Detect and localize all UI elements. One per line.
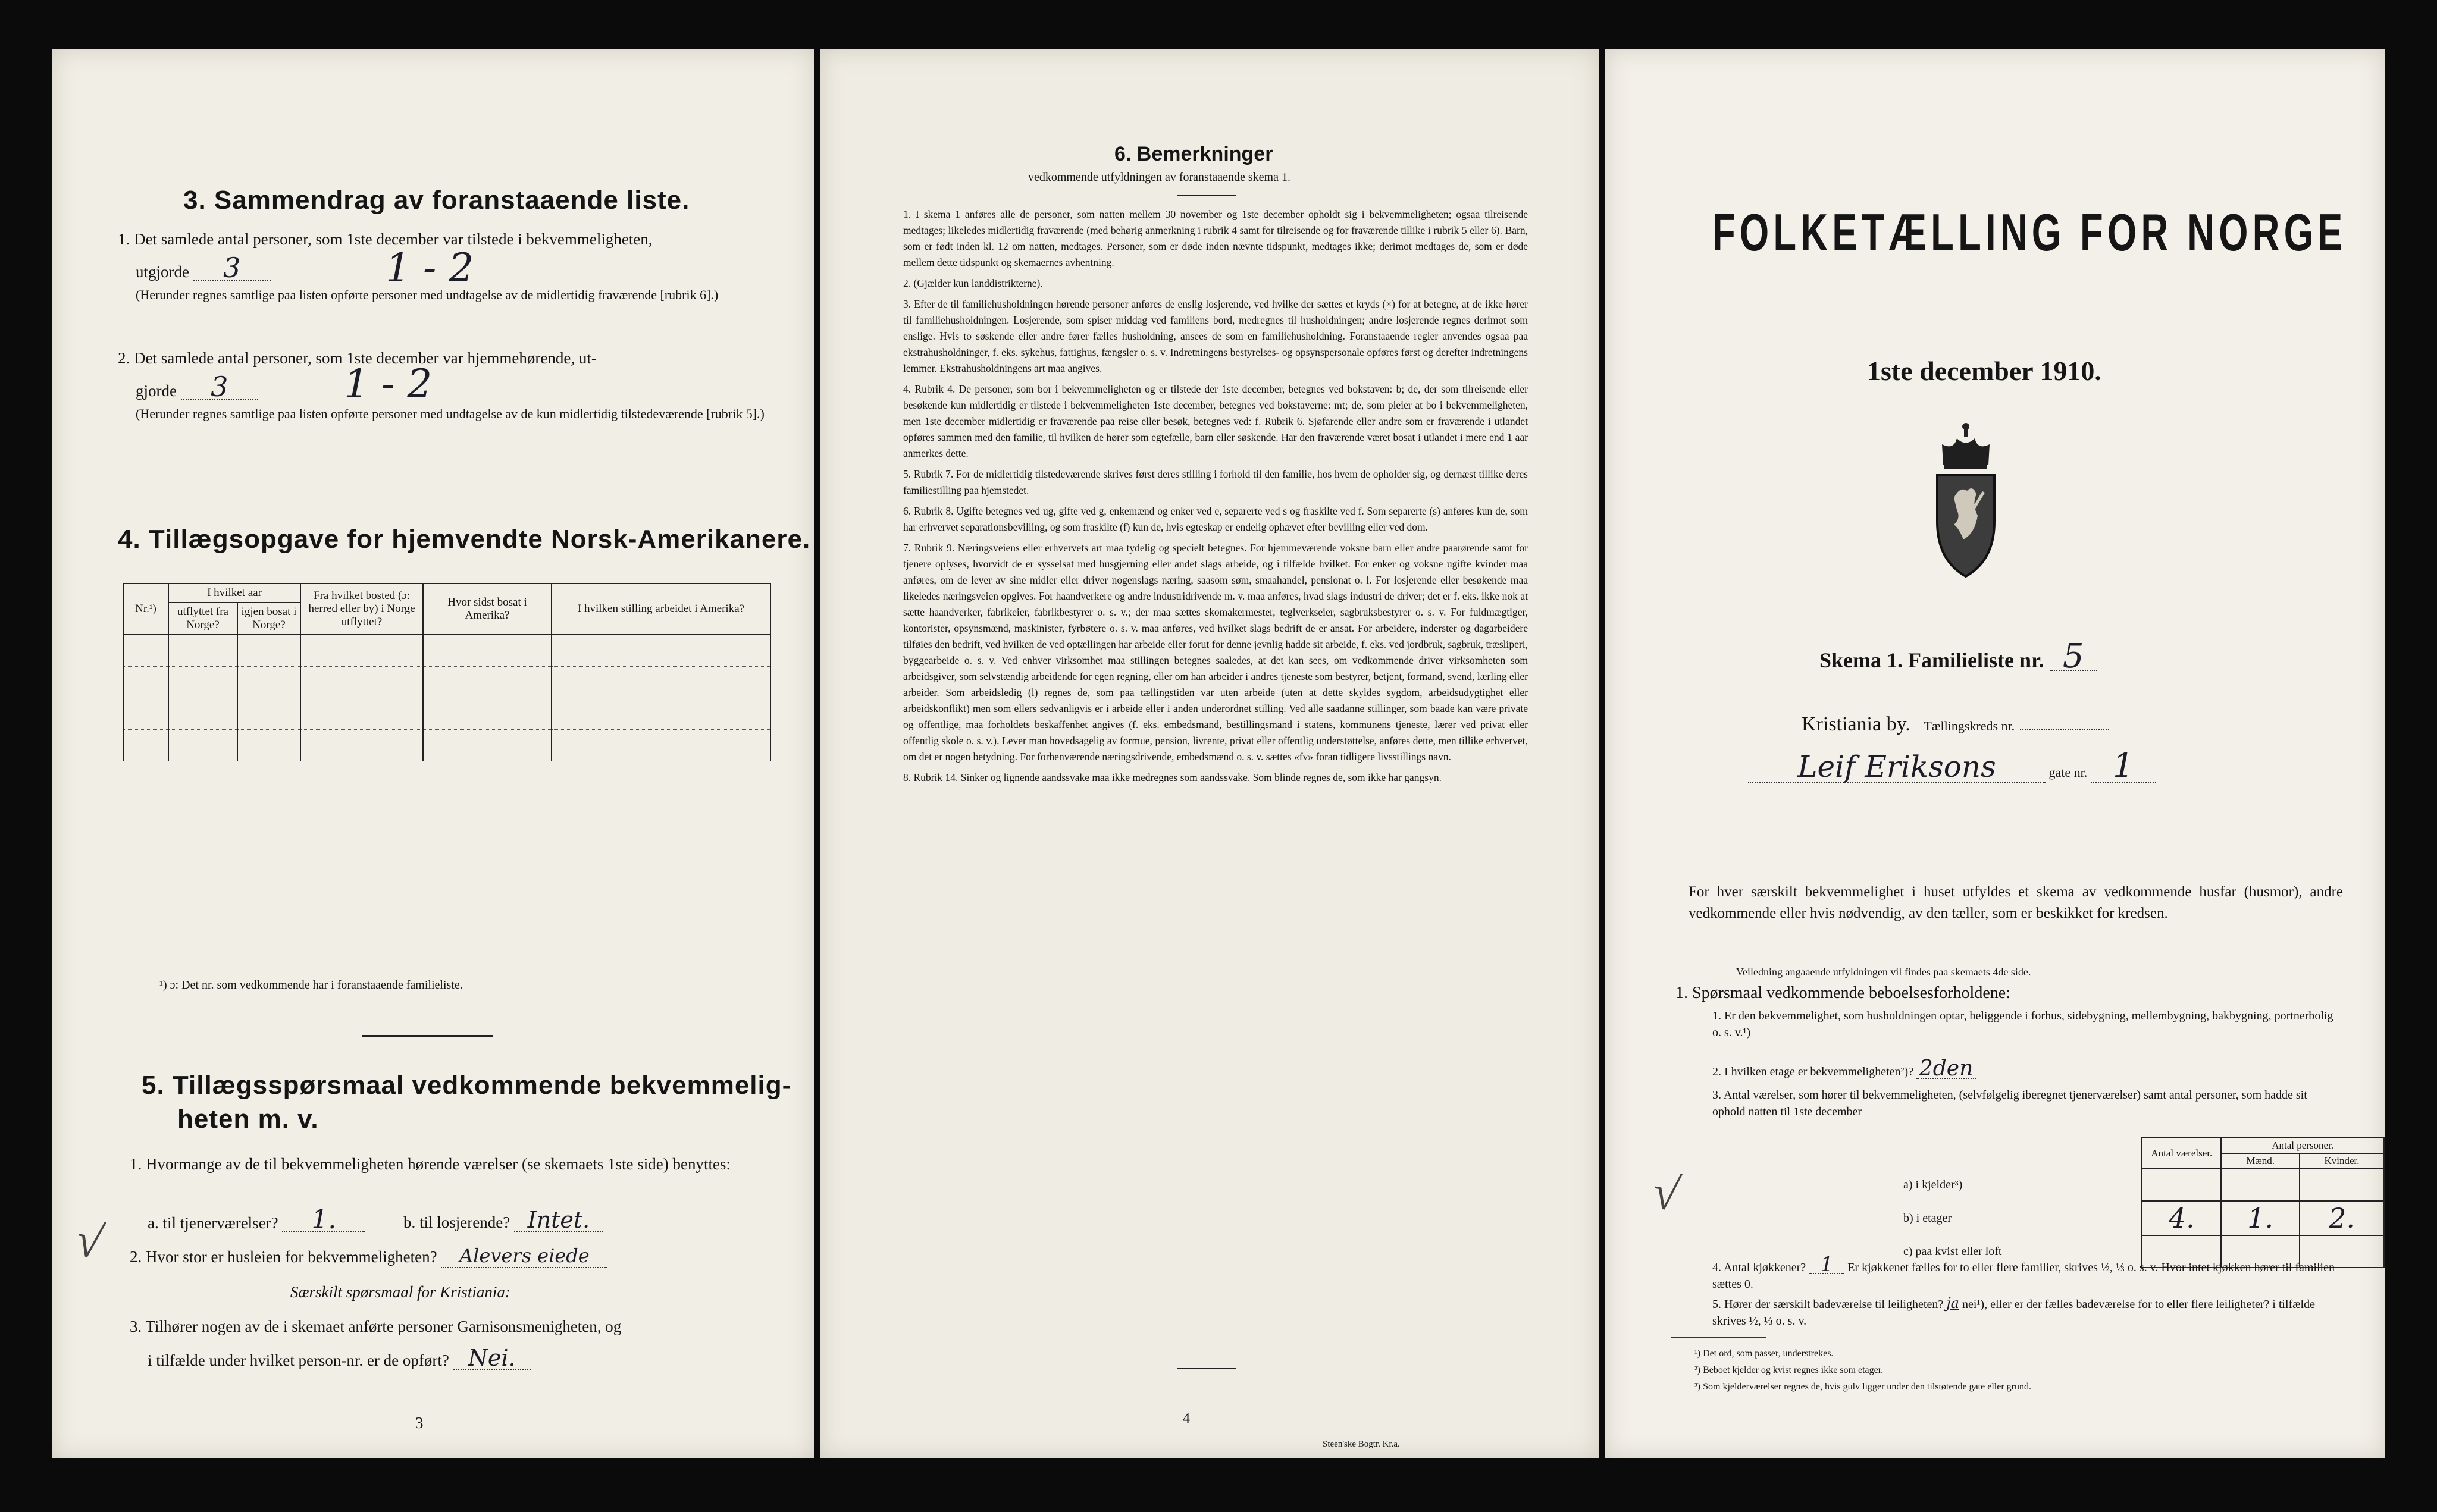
census-date: 1ste december 1910. <box>1867 356 2101 386</box>
footnote-2: ²) Beboet kjelder og kvist regnes ikke som etager. <box>1694 1365 1884 1375</box>
note-item-3: 3. Efter de til familiehusholdningen hørende personer anføres de enslig losjerende, ved hvilke der sættes et kryds (×) for at betegne, at de ikke hører til familiehusholdningen. Losjerende, som spiser middag ved familiens bord, medregnes til husholdningen; andre losjerende regnes derimot som enslige. Hvis to søskende eller andre fører fælles husholdning, ansees de som en familiehusholdning. Foranstaaende regler anvendes ogsaa paa ekstrahusholdninger, f. eks. sykehus, fattighus, fængsler o. s. v. Indretningens bestyrelses- og opsynspersonale opføres først og derefter indretningens lemmer. Ekstrahusholdningens art maa angives. <box>903 298 1528 374</box>
street-line: Leif Eriksons gate nr. 1 <box>1748 751 2156 783</box>
s5-question-1: 1. Hvormange av de til bekvemmeligheten hørende værelser (se skemaets 1ste side) benyttes: <box>130 1155 731 1173</box>
coat-of-arms-icon <box>1930 421 2001 581</box>
divider <box>1177 1368 1236 1369</box>
gate-nr-value: 1 <box>2091 751 2156 783</box>
note-item-1: 1. I skema 1 anføres alle de personer, som natten mellem 30 november og 1ste december opholdt sig i bekvemmeligheten; ogsaa tilreisende medtages; likeledes midlertidig fraværende (med behørig anmerkning i rubrik 4 samt for tilreisende og for fraværende tillike i rubrik 5 eller 6). Barn, som er født inden kl. 12 om natten, medtages. Personer, som er døde inden nævnte tidspunkt, medtages ikke; derimot medtages de, som er døde mellem dette tidspunkt og skemaernes avhentning. <box>903 208 1528 268</box>
table-row <box>123 667 770 698</box>
question-3: 3. Antal værelser, som hører til bekvemmeligheten, (selvfølgelig iberegnet tjenerværelser) samt antal personer, som hadde sit ophold natten til 1ste december <box>1712 1088 2307 1118</box>
page-number-left: 3 <box>415 1414 424 1432</box>
table-row <box>123 698 770 730</box>
footnote-3: ³) Som kjelderværelser regnes de, hvis gulv ligger under den tilstøtende gate eller grund. <box>1694 1382 2031 1392</box>
s5-q1a-value: 1. <box>282 1209 365 1232</box>
s3-q1-value: 3 <box>193 256 271 281</box>
s3-q1-utgjorde: utgjorde 3 <box>136 256 271 284</box>
col-group-aar: I hvilket aar <box>168 584 300 603</box>
note-item-6: 6. Rubrik 8. Ugifte betegnes ved ug, gifte ved g, enkemænd og enker ved e, separerte ved s og fraskilte ved f. Som separerte (s) anføres kun de, som har erhvervet separationsbevilling, og som fraskilte (f) kun de, hvis egteskap er endelig ophævet efter bevilling eller ved dom. <box>903 505 1528 533</box>
table-row: a) i kjelder³) <box>1903 1169 2384 1201</box>
street-value: Leif Eriksons <box>1748 751 2046 783</box>
col-antal-vaerelser: Antal værelser. <box>2142 1138 2221 1169</box>
divider <box>1177 195 1236 196</box>
question-4: 4. Antal kjøkkener? 1 Er kjøkkenet fælles for to eller flere familier, skrives ½, ⅓ o. s. v. Hvor intet kjøkken hører til familien sættes 0. <box>1712 1253 2335 1291</box>
s5-question-3: 3. Tilhører nogen av de i skemaet anførte personer Garnisonsmenigheten, og <box>130 1317 622 1335</box>
footnotes <box>1694 1345 2031 1395</box>
s5-q3-value: Nei. <box>453 1347 531 1370</box>
s5-q1b: b. til losjerende? Intet. <box>403 1209 603 1234</box>
s3-q2-note: (Herunder regnes samtlige paa listen opførte personer med undtagelse av de kun midlertidig tilstedeværende [rubrik 5].) <box>136 406 765 421</box>
note-item-7: 7. Rubrik 9. Næringsveiens eller erhvervets art maa tydelig og specielt betegnes. For hjemmeværende voksne barn eller andre paarørende samt for tjenere oplyses, hvorvidt de er sysselsat med husgjerning eller andet slags arbeide, og i tilfælde hvilket. For enker og voksne ugifte kvinder maa anføres, om de lever av sine midler eller driver nogenslags næring, saasom søm, smaahandel, pensionat o. l. For losjerende eller besøkende maa likeledes næringsveien opgives. For haandverkere og andre industridrivende m. v. maa anføres, hvad slags industri de driver; det er f. eks. ikke nok at sætte haandverker, fabrikeier, fabrikbestyrer o. s. v.; der maa sættes skomakermester, teglverkseier, sagbruksbestyrer o. s. v. For fuldmægtiger, kontorister, opsynsmænd, maskinister, fyrbøtere o. s. v. maa anføres, ved hvilket slags bedrift de er ansat. For arbeidere, inderster og dagarbeidere tilføies den bedrift, ved hvilken de ved optællingen har arbeide eller forut for denne jevnlig hadde sit arbeide, f. eks. ved jordbruk, sagbruk, træsliperi, byggearbeide o. s. v. Ved enhver virksomhet maa stillingen betegnes saaledes, at det kan sees, om vedkommende driver virksomheten som arbeidsgiver, som selvstændig arbeidende for egen regning, eller om han arbeider i andres tjeneste som bestyrer, betjent, formand, svend, lærling eller arbeider. Som arbeidsledig (l) regnes de, som paa tællingstiden var uten arbeide (uten at dette skyldes sygdom, arbeidsudygtighet eller arbeidskonflikt) men som ellers sedvanligvis er i arbeide eller i anden underordnet stilling. Ved alle saadanne stillinger, som baade kan være private og offentlige, maa forholdets beskaffenhet angives (f. eks. embedsmand, bestillingsmand i statens, kommunens tjeneste, lærer ved privat eller offentlig skole o. s. v.). Lever man hovedsagelig av formue, pension, livrente, privat eller offentlig understøttelse, anføres dette, men tillike erhvervet, om det er nogen betydning. For forhenværende næringsdrivende, embedsmænd o. s. v. sættes «fv» foran tidligere livsstillings navn. <box>903 542 1528 763</box>
familieliste-nr-value: 5 <box>2050 644 2097 671</box>
s4-footnote: ¹) ɔ: Det nr. som vedkommende har i foranstaaende familieliste. <box>159 978 463 992</box>
census-title: FOLKETÆLLING FOR NORGE <box>1712 203 2347 262</box>
table-row: b) i etager 4. 1. 2. <box>1903 1201 2384 1235</box>
s5-special-heading: Særskilt spørsmaal for Kristiania: <box>290 1283 510 1301</box>
skema-line: Skema 1. Familieliste nr. 5 <box>1819 644 2097 671</box>
s5-q1b-value: Intet. <box>514 1209 603 1232</box>
bemerkninger-subtitle: vedkommende utfyldningen av foranstaaende skema 1. <box>1028 171 1290 184</box>
vaerelser-value: 4. <box>2142 1201 2221 1235</box>
kjokken-value: 1 <box>1809 1256 1844 1274</box>
section-4-title: 4. Tillægsopgave for hjemvendte Norsk-Amerikanere. <box>118 525 811 554</box>
s3-q1-annotation: 1 - 2 <box>386 245 474 291</box>
col-bosted: Fra hvilket bosted (ɔ: herred eller by) i Norge utflyttet? <box>300 584 423 635</box>
kvinder-value: 2. <box>2300 1201 2384 1235</box>
city-line: Kristiania by. Tællingskreds nr. <box>1802 714 2109 737</box>
col-kvinder: Kvinder. <box>2300 1153 2384 1169</box>
note-item-8: 8. Rubrik 14. Sinker og lignende aandssvake maa ikke medregnes som aandssvake. Som blinde regnes de, som ikke har gangsyn. <box>903 771 1442 783</box>
s3-q2-value: 3 <box>181 375 258 400</box>
s3-question-2: 2. Det samlede antal personer, som 1ste december var hjemmehørende, ut- <box>118 349 597 367</box>
s5-q2-value: Alevers eiede <box>441 1244 607 1268</box>
col-amerika: Hvor sidst bosat i Amerika? <box>423 584 552 635</box>
question-1: 1. Er den bekvemmelighet, som husholdningen optar, beliggende i forhus, sidebygning, mellembygning, bakbygning, portnerbolig o. s. v.¹) <box>1712 1009 2333 1039</box>
norsk-amerikanere-table <box>123 583 771 761</box>
intro-text: For hver særskilt bekvemmelighet i huset utfyldes et skema av vedkommende husfar (husmor), andre vedkommende eller hvis nødvendig, av den tæller, som er beskikket for kredsen. <box>1689 884 2343 921</box>
s3-q1-note: (Herunder regnes samtlige paa listen opførte personer med undtagelse av de midlertidig fraværende [rubrik 6].) <box>136 287 719 302</box>
footnote-1: ¹) Det ord, som passer, understrekes. <box>1694 1348 1834 1359</box>
page-number-mid: 4 <box>1183 1411 1190 1426</box>
s3-q2-annotation: 1 - 2 <box>344 361 433 407</box>
s5-q3b: i tilfælde under hvilket person-nr. er de opført? Nei. <box>148 1347 531 1372</box>
question-2: 2. I hvilken etage er bekvemmeligheten²)? 2den <box>1712 1060 1976 1080</box>
badevaerelse-value: ja <box>1946 1295 1959 1312</box>
notes-list <box>903 206 1528 786</box>
table-row <box>123 730 770 761</box>
check-mark-icon: √ <box>1648 1165 1684 1222</box>
divider <box>362 1035 493 1037</box>
intro-note: Veiledning angaaende utfyldningen vil findes paa skemaets 4de side. <box>1736 966 2031 978</box>
note-item-2: 2. (Gjælder kun landdistrikterne). <box>903 277 1043 289</box>
right-page <box>1605 49 2385 1458</box>
note-item-5: 5. Rubrik 7. For de midlertidig tilstedeværende skrives først deres stilling i forhold til den familie, hos hvem de opholder sig, og dernæst tillike deres familiestilling paa hjemstedet. <box>903 468 1528 496</box>
question-5: 5. Hører der særskilt badeværelse til leiligheten? ja nei¹), eller er der fælles badeværelse for to eller flere leiligheter? i tilfælde skrives ½, ⅓ o. s. v. <box>1712 1295 2315 1328</box>
tellingskreds-field <box>2020 729 2109 730</box>
printer-mark: Steen'ske Bogtr. Kr.a. <box>1323 1438 1400 1450</box>
s5-question-2: 2. Hvor stor er husleien for bekvemmeligheten? Alevers eiede <box>130 1244 607 1269</box>
middle-page <box>820 49 1599 1458</box>
s5-q1a: a. til tjenerværelser? 1. <box>148 1209 365 1235</box>
col-stilling: I hvilken stilling arbeidet i Amerika? <box>552 584 770 635</box>
table-row <box>123 635 770 667</box>
section-3-title: 3. Sammendrag av foranstaaende liste. <box>183 186 690 215</box>
bemerkninger-title: 6. Bemerkninger <box>1114 143 1273 165</box>
s3-q2-gjorde: gjorde 3 <box>136 375 258 403</box>
col-maend: Mænd. <box>2221 1153 2300 1169</box>
section-5-title-line2: heten m. v. <box>177 1105 319 1134</box>
check-mark-icon: √ <box>71 1213 108 1270</box>
questions-heading: 1. Spørsmaal vedkommende beboelsesforholdene: <box>1675 984 2010 1002</box>
table-row: c) paa kvist eller loft <box>1903 1235 2384 1268</box>
col-antal-personer: Antal personer. <box>2221 1138 2384 1153</box>
col-nr: Nr.¹) <box>123 584 168 635</box>
left-page <box>52 49 814 1458</box>
maend-value: 1. <box>2221 1201 2300 1235</box>
note-item-4: 4. Rubrik 4. De personer, som bor i bekvemmeligheten og er tilstede der 1ste december, betegnes ved bokstaven: b; de, der som tilreisende eller besøkende kun midlertidig er tilstede i bekvemmeligheten 1ste december, betegnes ved bokstaverne: mt; de, som pleier at bo i bekvemmeligheten, men 1ste december midlertidig er fraværende paa reise eller besøk, betegnes ved: f. Rubrik 6. Sjøfarende eller andre som er fraværende i utlandet opføres sammen med den familie, til hvilken de hører som egtefælle, barn eller søskende. Har den fraværende været bosat i utlandet i mere end 1 aar anmerkes dette. <box>903 383 1528 459</box>
etage-value: 2den <box>1916 1060 1976 1079</box>
rooms-table <box>1903 1137 2385 1268</box>
col-utflyttet: utflyttet fra Norge? <box>168 603 237 635</box>
s3-question-1: 1. Det samlede antal personer, som 1ste december var tilstede i bekvemmeligheten, <box>118 230 653 248</box>
col-igjen: igjen bosat i Norge? <box>237 603 300 635</box>
divider <box>1671 1337 1766 1338</box>
section-5-title-line1: 5. Tillægsspørsmaal vedkommende bekvemmelig- <box>142 1071 792 1100</box>
